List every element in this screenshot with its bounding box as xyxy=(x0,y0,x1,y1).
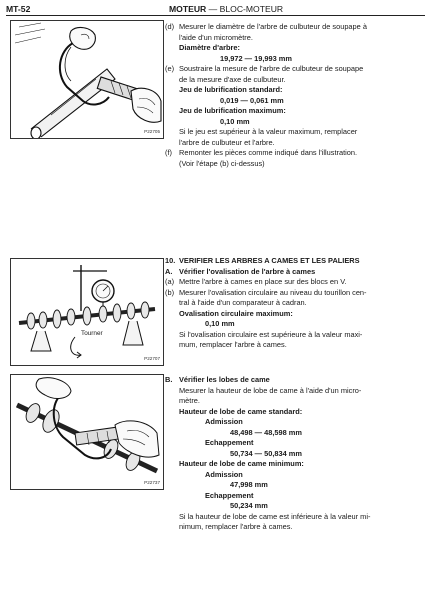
step-text: (Voir l'étape (b) ci-dessus) xyxy=(179,158,265,168)
subsection-a xyxy=(165,267,427,278)
step-f xyxy=(165,148,427,169)
camshaft-dial-illustration xyxy=(11,259,163,365)
cam-lobe-illustration xyxy=(11,375,163,489)
page-header xyxy=(6,2,425,16)
step-a xyxy=(165,277,427,288)
step-marker: (e) xyxy=(165,64,175,74)
step-text: tral à l'aide d'un comparateur à cadran. xyxy=(179,298,307,308)
rotate-label: Tourner xyxy=(81,330,103,337)
section-heading-text: VERIFIER LES ARBRES A CAMES ET LES PALIERS xyxy=(179,256,360,265)
figure-cam-lobe xyxy=(10,374,164,490)
note-text: Si la hauteur de lobe de came est inférieure à la valeur mi- xyxy=(179,511,371,521)
step-text: Mesurer le diamètre de l'arbre de culbuteur de soupape à xyxy=(179,22,367,31)
spec-value: 0,019 — 0,061 mm xyxy=(220,95,284,105)
note-text: mum, remplacer l'arbre à cames. xyxy=(179,340,287,350)
figure-micrometer-shaft xyxy=(10,20,164,139)
spec-label: Hauteur de lobe de came minimum: xyxy=(179,459,304,469)
spec-value: 48,498 — 48,598 mm xyxy=(230,427,302,437)
subsection-marker: A. xyxy=(165,266,173,276)
spec-value: 47,998 mm xyxy=(230,480,268,490)
section-number: 10. xyxy=(165,256,176,265)
spec-label: Diamètre d'arbre: xyxy=(179,43,240,53)
step-marker: (f) xyxy=(165,148,172,158)
spec-sublabel: Admission xyxy=(205,469,243,479)
section-title: MOTEUR xyxy=(169,4,207,14)
page-number: MT-52 xyxy=(6,4,31,14)
body-text: Mesurer la hauteur de lobe de came à l'aide d'un micro- xyxy=(179,385,362,395)
subsection-title: Vérifier les lobes de came xyxy=(179,375,270,384)
figure-code: P22707 xyxy=(144,356,160,362)
spec-value: 19,972 — 19,993 mm xyxy=(220,53,292,63)
block-camshaft-runout xyxy=(165,256,427,351)
subsection-title: Vérifier l'ovalisation de l'arbre à cames xyxy=(179,266,316,276)
step-marker: (d) xyxy=(165,22,175,31)
spec-sublabel: Echappement xyxy=(205,490,254,500)
section-heading xyxy=(165,256,427,267)
spec-label: Jeu de lubrification standard: xyxy=(179,85,283,95)
figure-code: P22737 xyxy=(144,480,160,486)
step-marker: (a) xyxy=(165,277,175,287)
spec-sublabel: Admission xyxy=(205,417,243,427)
step-marker: (b) xyxy=(165,287,175,297)
step-text: Mettre l'arbre à cames en place sur des blocs en V. xyxy=(179,277,347,287)
step-text: Remonter les pièces comme indiqué dans l'illustration. xyxy=(179,148,358,158)
note-text: Si le jeu est supérieur à la valeur maximum, remplacer xyxy=(179,127,358,137)
note-text: nimum, remplacer l'arbre à cames. xyxy=(179,522,293,532)
step-text: Soustraire la mesure de l'arbre de culbuteur de soupape xyxy=(179,64,364,74)
spec-value: 0,10 mm xyxy=(205,319,235,329)
block-cam-lobes xyxy=(165,375,427,533)
spec-sublabel: Echappement xyxy=(205,438,254,448)
section-subtitle: — BLOC-MOTEUR xyxy=(208,4,284,14)
step-d xyxy=(165,22,427,43)
spec-label: Hauteur de lobe de came standard: xyxy=(179,406,303,416)
spec-value: 50,234 mm xyxy=(230,501,268,511)
note-text: Si l'ovalisation circulaire est supérieure à la valeur maxi- xyxy=(179,329,363,339)
micrometer-illustration xyxy=(11,21,163,138)
body-text: mètre. xyxy=(179,396,200,406)
step-b xyxy=(165,288,427,309)
figure-code: P22705 xyxy=(144,129,160,135)
spec-value: 0,10 mm xyxy=(220,116,250,126)
figure-camshaft-runout xyxy=(10,258,164,366)
step-text: de la mesure d'axe de culbuteur. xyxy=(179,74,286,84)
spec-value: 50,734 — 50,834 mm xyxy=(230,448,302,458)
step-text: Mesurer l'ovalisation circulaire au niveau du tourillon cen- xyxy=(179,287,367,297)
block-rocker-shaft xyxy=(165,22,427,169)
step-e xyxy=(165,64,427,85)
note-text: l'arbre de culbuteur et l'arbre. xyxy=(179,137,275,147)
spec-label: Ovalisation circulaire maximum: xyxy=(179,308,293,318)
page-title xyxy=(169,3,283,15)
step-text: l'aide d'un micromètre. xyxy=(179,32,253,42)
subsection-marker: B. xyxy=(165,375,173,384)
spec-label: Jeu de lubrification maximum: xyxy=(179,106,286,116)
subsection-b xyxy=(165,375,427,386)
